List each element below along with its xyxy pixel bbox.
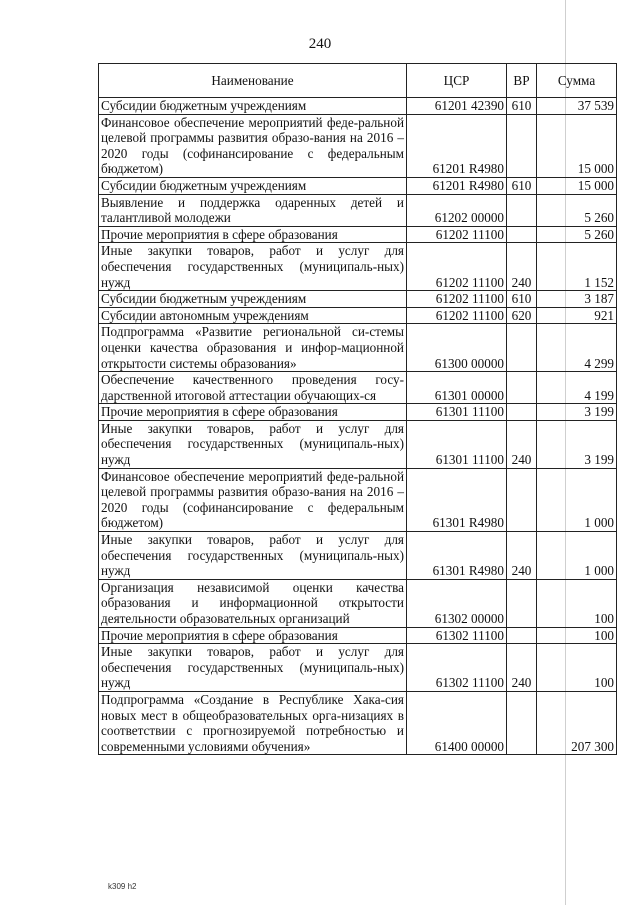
- table-row: [99, 243, 617, 291]
- cell-csr: 61201 R4980: [407, 177, 507, 194]
- cell-name: Иные закупки товаров, работ и услуг для обеспечения государственных (муниципаль-ных) нужд: [99, 243, 407, 291]
- table-body: [99, 98, 617, 755]
- table-row: [99, 194, 617, 226]
- cell-name: Прочие мероприятия в сфере образования: [99, 404, 407, 421]
- cell-name: Подпрограмма «Создание в Республике Хака-сия новых мест в общеобразовательных орга-низациях в соответствии с прогнозируемой потребностью и современными условиями обучения»: [99, 691, 407, 754]
- cell-csr: 61300 00000: [407, 324, 507, 372]
- cell-sum: 4 199: [537, 372, 617, 404]
- cell-name: Прочие мероприятия в сфере образования: [99, 627, 407, 644]
- cell-name: Выявление и поддержка одаренных детей и талантливой молодежи: [99, 194, 407, 226]
- cell-sum: 100: [537, 579, 617, 627]
- cell-name: Субсидии бюджетным учреждениям: [99, 291, 407, 308]
- header-sum: Сумма: [537, 64, 617, 98]
- cell-name: Субсидии автономным учреждениям: [99, 307, 407, 324]
- cell-csr: 61302 11100: [407, 644, 507, 692]
- table-row: [99, 420, 617, 468]
- cell-sum: 1 000: [537, 532, 617, 580]
- cell-name: Иные закупки товаров, работ и услуг для обеспечения государственных (муниципаль-ных) нужд: [99, 420, 407, 468]
- table-row: [99, 691, 617, 754]
- cell-vr: [507, 194, 537, 226]
- cell-vr: [507, 324, 537, 372]
- table-row: [99, 372, 617, 404]
- table-row: [99, 324, 617, 372]
- cell-name: Субсидии бюджетным учреждениям: [99, 177, 407, 194]
- cell-name: Иные закупки товаров, работ и услуг для обеспечения государственных (муниципаль-ных) нужд: [99, 644, 407, 692]
- cell-vr: 240: [507, 644, 537, 692]
- table-row: [99, 404, 617, 421]
- table-row: [99, 532, 617, 580]
- cell-csr: 61202 11100: [407, 243, 507, 291]
- table-header-row: [99, 64, 617, 98]
- cell-vr: 240: [507, 420, 537, 468]
- cell-csr: 61301 R4980: [407, 468, 507, 531]
- cell-vr: 610: [507, 291, 537, 308]
- cell-name: Организация независимой оценки качества образования и информационной открытости деятельности образовательных организаций: [99, 579, 407, 627]
- cell-csr: 61201 R4980: [407, 114, 507, 177]
- cell-csr: 61301 00000: [407, 372, 507, 404]
- cell-vr: [507, 579, 537, 627]
- cell-csr: 61301 R4980: [407, 532, 507, 580]
- cell-vr: [507, 404, 537, 421]
- cell-sum: 3 199: [537, 404, 617, 421]
- table-row: [99, 307, 617, 324]
- table-row: [99, 177, 617, 194]
- cell-sum: 100: [537, 644, 617, 692]
- cell-name: Обеспечение качественного проведения госу-дарственной итоговой аттестации обучающих-ся: [99, 372, 407, 404]
- cell-sum: 15 000: [537, 114, 617, 177]
- cell-vr: [507, 226, 537, 243]
- table-row: [99, 627, 617, 644]
- cell-name: Финансовое обеспечение мероприятий феде-ральной целевой программы развития образо-вания на 2016 – 2020 годы (софинансирование с федеральным бюджетом): [99, 468, 407, 531]
- cell-csr: 61201 42390: [407, 98, 507, 115]
- cell-sum: 100: [537, 627, 617, 644]
- table-row: [99, 579, 617, 627]
- cell-vr: [507, 627, 537, 644]
- cell-sum: 5 260: [537, 226, 617, 243]
- cell-csr: 61202 00000: [407, 194, 507, 226]
- footer-code: k309 h2: [108, 882, 137, 891]
- cell-vr: [507, 372, 537, 404]
- cell-vr: 240: [507, 243, 537, 291]
- cell-vr: 240: [507, 532, 537, 580]
- cell-vr: [507, 691, 537, 754]
- cell-csr: 61301 11100: [407, 404, 507, 421]
- table-row: [99, 291, 617, 308]
- page-number: 240: [308, 36, 332, 52]
- cell-sum: 1 000: [537, 468, 617, 531]
- cell-sum: 207 300: [537, 691, 617, 754]
- table-row: [99, 114, 617, 177]
- cell-name: Подпрограмма «Развитие региональной си-стемы оценки качества образования и инфор-мационной открытости системы образования»: [99, 324, 407, 372]
- cell-sum: 1 152: [537, 243, 617, 291]
- cell-csr: 61301 11100: [407, 420, 507, 468]
- cell-csr: 61302 00000: [407, 579, 507, 627]
- cell-csr: 61302 11100: [407, 627, 507, 644]
- cell-name: Иные закупки товаров, работ и услуг для обеспечения государственных (муниципаль-ных) нужд: [99, 532, 407, 580]
- cell-csr: 61202 11100: [407, 226, 507, 243]
- table-row: [99, 98, 617, 115]
- cell-csr: 61202 11100: [407, 291, 507, 308]
- header-vr: ВР: [507, 64, 537, 98]
- cell-sum: 5 260: [537, 194, 617, 226]
- budget-table: [98, 63, 617, 755]
- cell-vr: 610: [507, 177, 537, 194]
- table-row: [99, 468, 617, 531]
- header-name: Наименование: [99, 64, 407, 98]
- cell-sum: 3 199: [537, 420, 617, 468]
- cell-sum: 921: [537, 307, 617, 324]
- cell-vr: 620: [507, 307, 537, 324]
- header-csr: ЦСР: [407, 64, 507, 98]
- cell-sum: 37 539: [537, 98, 617, 115]
- cell-sum: 15 000: [537, 177, 617, 194]
- cell-name: Прочие мероприятия в сфере образования: [99, 226, 407, 243]
- table-row: [99, 644, 617, 692]
- cell-vr: [507, 114, 537, 177]
- cell-sum: 3 187: [537, 291, 617, 308]
- cell-vr: 610: [507, 98, 537, 115]
- cell-name: Финансовое обеспечение мероприятий феде-ральной целевой программы развития образо-вания на 2016 – 2020 годы (софинансирование с федеральным бюджетом): [99, 114, 407, 177]
- cell-csr: 61400 00000: [407, 691, 507, 754]
- cell-sum: 4 299: [537, 324, 617, 372]
- cell-name: Субсидии бюджетным учреждениям: [99, 98, 407, 115]
- cell-csr: 61202 11100: [407, 307, 507, 324]
- table-row: [99, 226, 617, 243]
- cell-vr: [507, 468, 537, 531]
